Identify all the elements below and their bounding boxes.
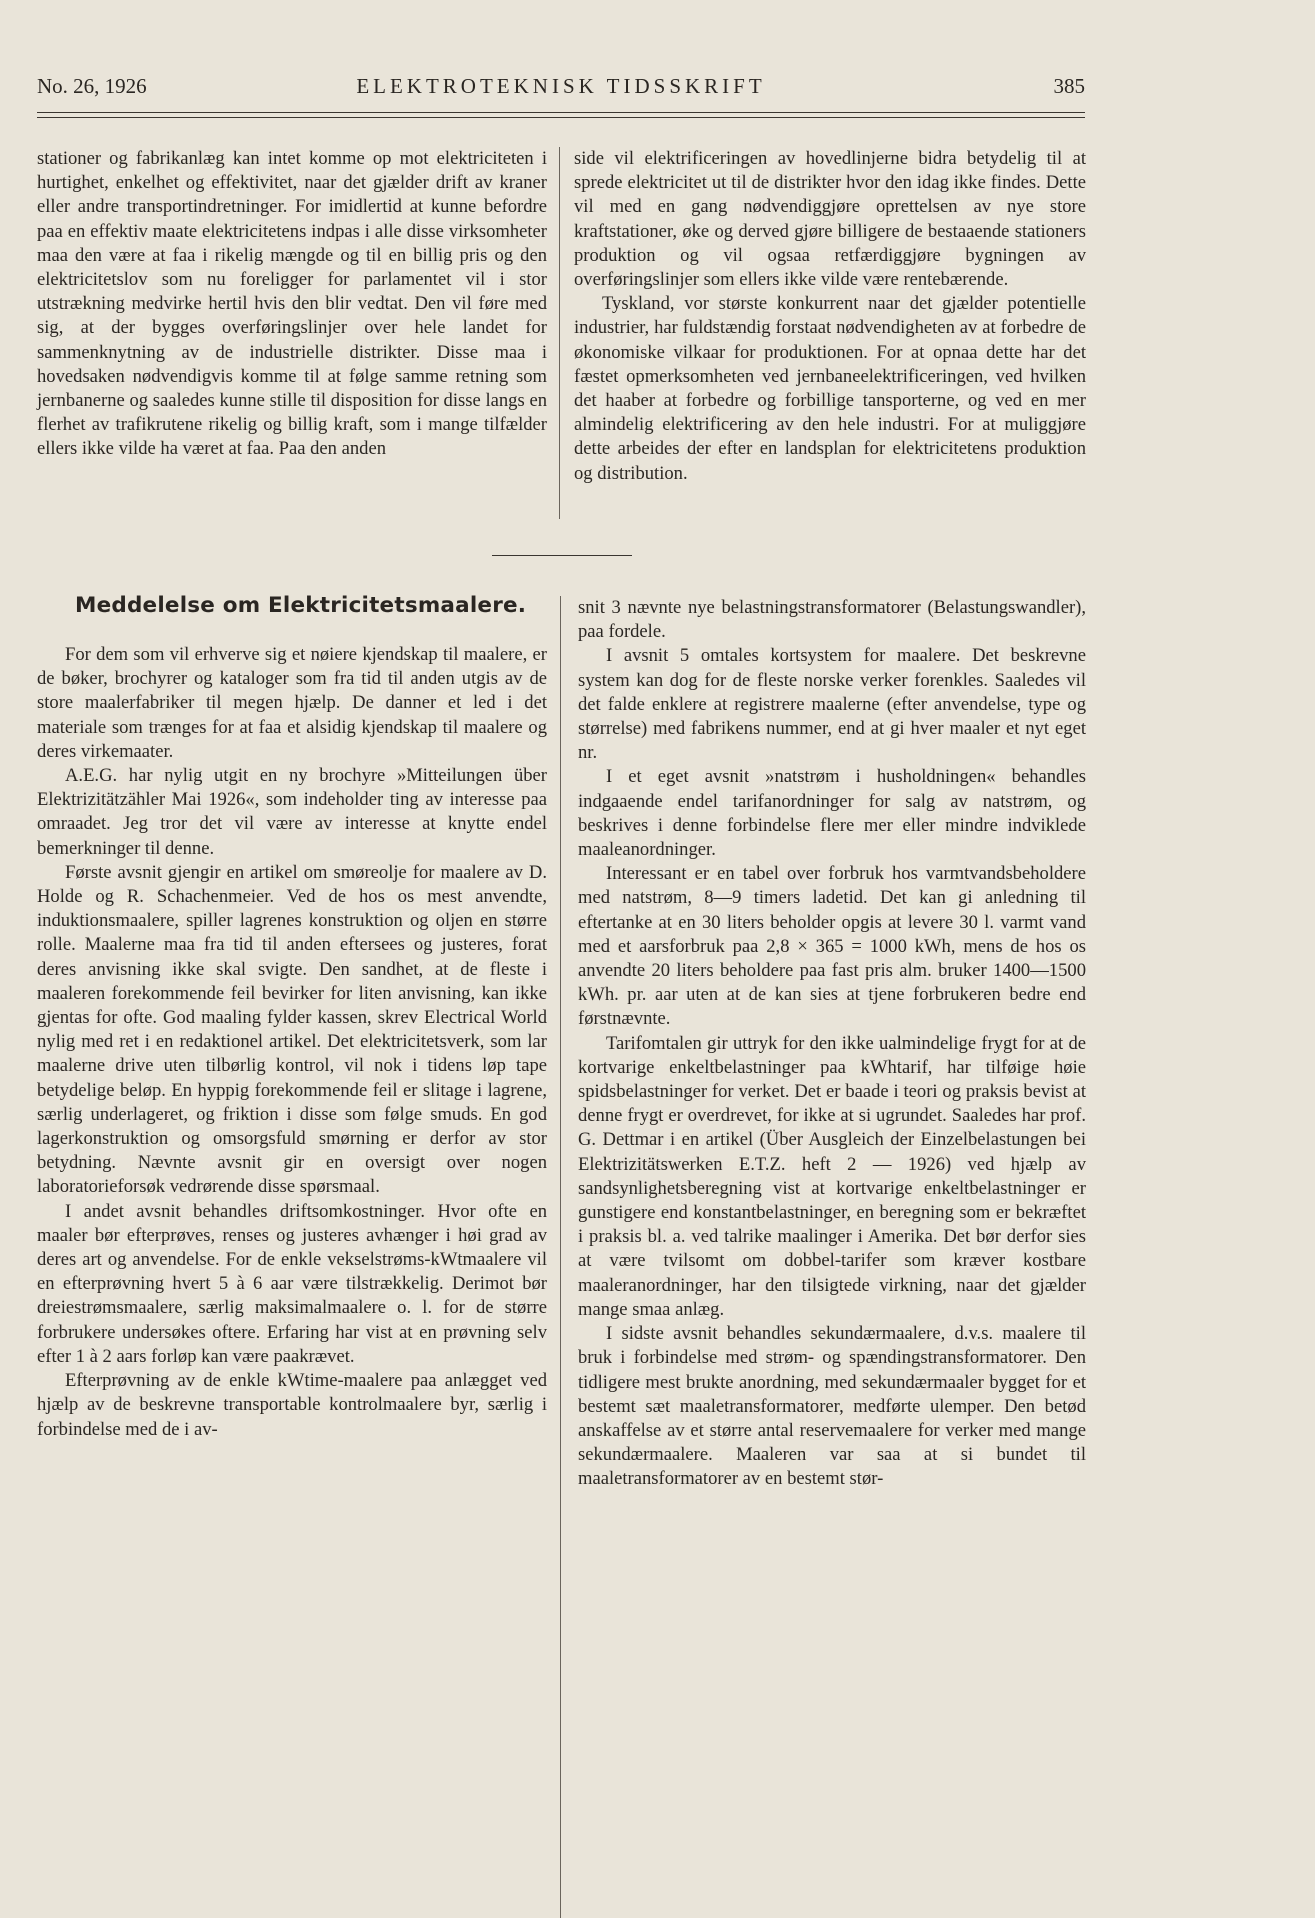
journal-title: ELEKTROTEKNISK TIDSSKRIFT <box>356 74 766 98</box>
page-number: 385 <box>1053 74 1085 98</box>
running-header <box>37 74 1085 98</box>
paragraph: I et eget avsnit »natstrøm i husholdningen« behandles indgaaende endel tarifanordninger for salg av natstrøm, og beskrives i denne forbindelse flere mer eller mindre indviklede maaleanordninger. <box>578 766 1086 861</box>
paragraph: Efterprøvning av de enkle kWtime-maalere paa anlægget ved hjælp av de beskrevne transportable kontrolmaalere byr, særlig i forbindelse med de i av- <box>37 1370 547 1440</box>
issue-number: No. 26, 1926 <box>37 74 147 98</box>
paragraph: I andet avsnit behandles driftsomkostninger. Hvor ofte en maaler bør efterprøves, renses og justeres avhænger i høi grad av deres art og anvendelse. For de enkle vekselstrøms-kWtmaalere vil en efterprøvning hvert 5 à 6 aar være tilstrækkelig. Derimot bør dreiestrømsmaalere, særlig maksimalmaalere o. l. for de større forbrukere undersøkes oftere. Erfaring har vist at en prøvning selv efter 1 à 2 aars forløp kan være paakrævet. <box>37 1200 547 1367</box>
paragraph: A.E.G. har nylig utgit en ny brochyre »Mitteilungen über Elektrizitätzähler Mai 1926«, som indeholder ting av interesse paa omraadet. Jeg tror det vil være av interesse at knytte endel bemerkninger til denne. <box>37 765 547 859</box>
paragraph: For dem som vil erhverve sig et nøiere kjendskap til maalere, er de bøker, brochyrer og kataloger som fra tid til anden utgis av de store maalerfabriker til megen hjælp. De danner et led i det materiale som trænges for at faa et alsidig kjendskap til maalere og deres virkemaater. <box>37 644 547 762</box>
section-divider <box>492 555 632 556</box>
paragraph: Tarifomtalen gir uttryk for den ikke ualmindelige frygt for at de kortvarige enkeltbelastninger paa kWhtarif, har tilføige høie spidsbelastninger for verket. Det er baade i teori og praksis bevist at denne frygt er overdrevet, for ikke at si ugrundet. Saaledes har prof. G. Dettmar i en artikel (Über Ausgleich der Einzelbelastungen bei Elektrizitätswerken E.T.Z. heft 2 — 1926) ved hjælp av sandsynlighetsberegning vist at kortvarige enkeltbelastninger er gunstigere end konstantbelastninger, en beregning som er bekræftet i praksis bl. a. ved talrike maalinger i Amerika. Det bør derfor sies at være tvilsomt om dobbel-tarifer som kræver kostbare maaleranordninger, har den tilsigtede virkning, naar det gjælder mange smaa anlæg. <box>578 1032 1086 1320</box>
paragraph: I sidste avsnit behandles sekundærmaalere, d.v.s. maalere til bruk i forbindelse med strøm- og spændingstransformatorer. Den tidligere mest brukte anordning, med sekundærmaaler bygget for et bestemt sæt maaletransformatorer, medførte ulemper. Den betød anskaffelse av et større antal reservemaalere for verker med mange sekundærmaalere. Maaleren var saa at si bundet til maaletransformatorer av en bestemt stør- <box>578 1323 1086 1490</box>
paragraph: Første avsnit gjengir en artikel om smøreolje for maalere av D. Holde og R. Schachenmeier. Ved de hos os mest anvendte, induktionsmaalere, spiller lagrenes konstruktion og oljen en større rolle. Maalerne maa fra tid til anden eftersees og justeres, forat deres anvisning ikke skal svigte. Den sandhet, at de fleste i maaleren forekommende feil bevirker for liten anvisning, kan ikke gjentas for ofte. God maaling fylder kassen, skrev Electrical World nylig med ret i en redaktionel artikel. Det elektricitetsverk, som lar maalerne drive uten tilbørlig kontrol, vil nok i tidens løp tape betydelige beløp. En hyppig forekommende feil er slitage i lagrene, særlig underlageret, og friktion i disse som følge smuds. En god lagerkonstruktion og omsorgsfuld smørning er derfor av stor betydning. Nævnte avsnit gir en oversigt over nogen laboratorieforsøk vedrørende disse spørsmaal. <box>37 861 547 1198</box>
paragraph: stationer og fabrikanlæg kan intet komme op mot elektriciteten i hurtighet, enkelhet og effektivitet, naar det gjælder drift av kraner eller andre transportindretninger. For imidlertid at kunne befordre paa en effektiv maate elektricitetens indpas i alle disse virksomheter maa den være at faa i rikelig mængde og til en billig pris og den elektricitetslov som nu foreligger for parlamentet vil i stor utstrækning medvirke hertil hvis den blir vedtat. Den vil føre med sig, at der bygges overføringslinjer over hele landet for sammenknytning av de industrielle distrikter. Disse maa i hovedsaken nødvendigvis komme til at følge samme retning som jernbanerne og saaledes kunne stille til disposition for disse langs en flerhet av trafikrutene rikelig og billig kraft, som i mange tilfælder ellers ikke vilde ha været at faa. Paa den anden <box>37 148 547 460</box>
top-left-column <box>37 147 547 462</box>
top-right-column <box>574 147 1086 486</box>
column-divider <box>559 147 560 519</box>
column-divider <box>560 596 561 1918</box>
article-right-column <box>578 596 1086 1492</box>
paragraph: side vil elektrificeringen av hovedlinjerne bidra betydelig til at sprede elektricitet ut til de distrikter hvor den idag ikke findes. Dette vil med en gang nødvendiggjøre oprettelsen av nye store kraftstationer, øke og derved gjøre billigere de bestaaende stationers produktion og vil ogsaa retfærdiggjøre bygningen av overføringslinjer som ellers ikke vilde være rentebærende. <box>574 148 1086 291</box>
header-rule <box>37 112 1085 118</box>
paragraph: Tyskland, vor største konkurrent naar det gjælder potentielle industrier, har fuldstændig forstaat nødvendigheten av at forbedre de økonomiske vilkaar for produktionen. For at opnaa dette har det fæstet opmerksomheten ved jernbaneelektrificeringen, ved hvilken det haaber at forbedre og forbillige tansporterne, og ved en mer almindelig elektrificering av den hele industri. For at muliggjøre dette arbeides der efter en landsplan for elektricitetens produktion og distribution. <box>574 293 1086 484</box>
article-title: Meddelelse om Elektricitetsmaalere. <box>75 593 527 618</box>
paragraph: snit 3 nævnte nye belastningstransformatorer (Belastungswandler), paa fordele. <box>578 597 1086 643</box>
paragraph: Interessant er en tabel over forbruk hos varmtvandsbeholdere med natstrøm, 8—9 timers ladetid. Det kan gi anledning til eftertanke at en 30 liters beholder opgis at levere 30 l. varmt vand med et aarsforbruk paa 2,8 × 365 = 1000 kWh, mens de hos os anvendte 20 liters beholdere paa fast pris alm. bruker 1400—1500 kWh. pr. aar uten at de kan sies at tjene forbrukeren bedre end førstnævnte. <box>578 863 1086 1030</box>
article-left-column <box>37 643 547 1442</box>
paragraph: I avsnit 5 omtales kortsystem for maalere. Det beskrevne system kan dog for de fleste norske verker forenkles. Saaledes vil det falde enklere at registrere maalerne (efter anvendelse, type og størrelse) med fabrikens nummer, end at gi hver maaler et nyt eget nr. <box>578 645 1086 764</box>
